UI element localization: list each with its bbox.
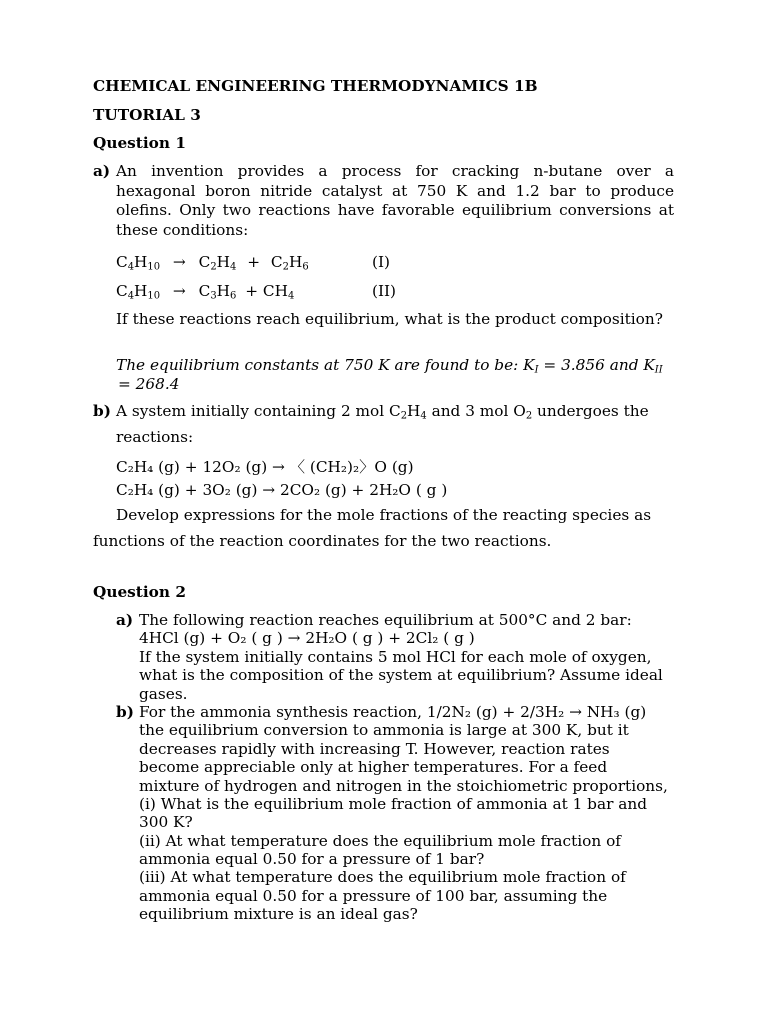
q2a-line-2: 4HCl (g) + O₂ ( g ) → 2H₂O ( g ) + 2Cl₂ ( g ) xyxy=(139,629,475,647)
q1b-equation-2: C₂H₄ (g) + 3O₂ (g) → 2CO₂ (g) + 2H₂O ( g ) xyxy=(116,481,448,499)
question-2-heading: Question 2 xyxy=(93,583,186,601)
q2b-line-11: ammonia equal 0.50 for a pressure of 100 bar, assuming the xyxy=(139,887,608,905)
reaction-2-label: (II) xyxy=(372,282,397,300)
q2b-line-7: 300 K? xyxy=(139,813,193,831)
q2b-line-1: For the ammonia synthesis reaction, 1/2N₂ (g) + 2/3H₂ → NH₃ (g) xyxy=(139,703,647,721)
q1b-equation-1: C₂H₄ (g) + 12O₂ (g) → 〈 (CH₂)₂〉O (g) xyxy=(116,458,414,476)
q2b-line-5: mixture of hydrogen and nitrogen in the stoichiometric proportions, xyxy=(139,777,668,795)
reaction-2-equation: $C_4H_{10} \to C_3H_6 + CH_4$ xyxy=(116,282,295,302)
q1b-develop-line-1: Develop expressions for the mole fractions of the reacting species as xyxy=(116,506,652,524)
q2b-line-2: the equilibrium conversion to ammonia is large at 300 K, but it xyxy=(139,721,629,739)
q2b-line-3: decreases rapidly with increasing T. However, reaction rates xyxy=(139,740,610,758)
q2b-line-6: (i) What is the equilibrium mole fraction of ammonia at 1 bar and xyxy=(139,795,648,813)
reaction-arrow: → xyxy=(172,282,186,300)
q2a-line-4: what is the composition of the system at equilibrium? Assume ideal xyxy=(139,666,663,684)
tutorial-label: TUTORIAL 3 xyxy=(93,106,201,124)
q1a-line-2: hexagonal boron nitride catalyst at 750 K and 1.2 bar to produce xyxy=(116,182,674,200)
document-title: CHEMICAL ENGINEERING THERMODYNAMICS 1B xyxy=(93,77,538,95)
q2b-line-9: ammonia equal 0.50 for a pressure of 1 bar? xyxy=(139,850,485,868)
q2b-line-8: (ii) At what temperature does the equilibrium mole fraction of xyxy=(139,832,621,850)
reaction-1-label: (I) xyxy=(372,253,390,271)
q1b-line-2: reactions: xyxy=(116,428,194,446)
q2b-line-12: equilibrium mixture is an ideal gas? xyxy=(139,905,418,923)
q2a-line-3: If the system initially contains 5 mol HCl for each mole of oxygen, xyxy=(139,648,652,666)
q2-part-b-marker: b) xyxy=(116,703,134,721)
q1a-line-1: An invention provides a process for cracking n-butane over a xyxy=(116,162,674,180)
q1-part-a-marker: a) xyxy=(93,162,111,180)
q1a-line-3: olefins. Only two reactions have favorable equilibrium conversions at xyxy=(116,201,674,219)
reaction-1-equation: $C_4H_{10} \to C_2H_4 + C_2H_6$ xyxy=(116,253,309,273)
q1b-line-1: A system initially containing 2 mol $C_2H_4$ and 3 mol $O_2$ undergoes the xyxy=(116,402,649,422)
q2-part-a-marker: a) xyxy=(116,611,134,629)
q1b-develop-line-2: functions of the reaction coordinates for the two reactions. xyxy=(93,532,552,550)
q1a-line-4: these conditions: xyxy=(116,221,249,239)
q1a-question: If these reactions reach equilibrium, what is the product composition? xyxy=(116,310,663,328)
equilibrium-constants-line: The equilibrium constants at 750 K are found to be: $K_I = 3.856$ and $K_{II}$ xyxy=(116,356,663,376)
q2b-line-4: become appreciable only at higher temperatures. For a feed xyxy=(139,758,608,776)
q2a-line-5: gases. xyxy=(139,685,188,703)
q2b-line-10: (iii) At what temperature does the equilibrium mole fraction of xyxy=(139,868,626,886)
reaction-arrow: → xyxy=(172,253,186,271)
q1-part-b-marker: b) xyxy=(93,402,111,420)
question-1-heading: Question 1 xyxy=(93,134,186,152)
equilibrium-constants-line-2: = 268.4 xyxy=(118,375,180,393)
q2a-line-1: The following reaction reaches equilibrium at 500°C and 2 bar: xyxy=(139,611,632,629)
